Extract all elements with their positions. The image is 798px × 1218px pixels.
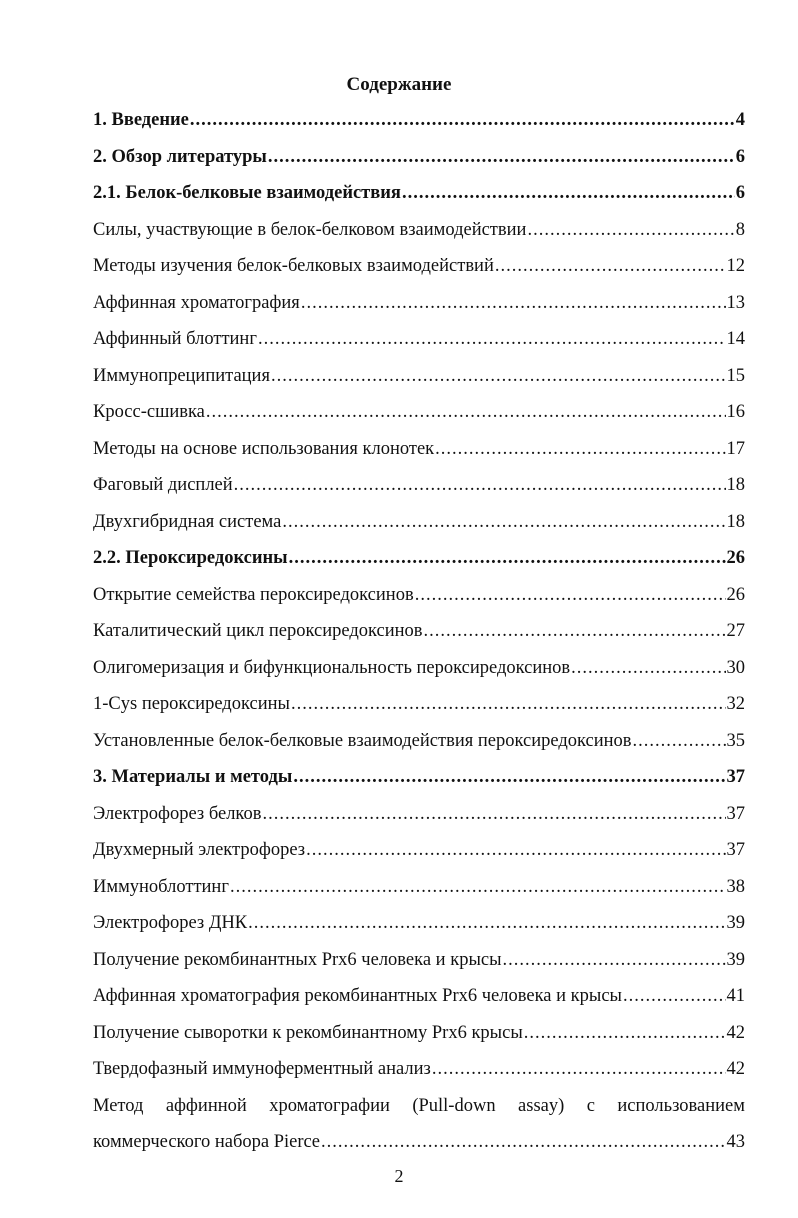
toc-entry[interactable] xyxy=(93,329,745,366)
toc-entry-label: коммерческого набора Pierce xyxy=(93,1132,320,1152)
toc-entry-page: 42 xyxy=(726,1022,745,1043)
toc-entry-page: 18 xyxy=(726,475,745,495)
toc-entry-page: 27 xyxy=(726,621,745,641)
toc-entry-page: 14 xyxy=(726,329,745,349)
toc-entry[interactable] xyxy=(93,658,745,695)
toc-entry-page: 41 xyxy=(726,986,745,1006)
toc-entry[interactable] xyxy=(93,183,745,220)
leader-dots xyxy=(190,110,735,131)
toc-entry-page: 37 xyxy=(726,803,745,824)
toc-entry-label: Электрофорез ДНК xyxy=(93,913,248,933)
toc-entry[interactable] xyxy=(93,256,745,293)
toc-entry[interactable] xyxy=(93,585,745,622)
toc-entry-label: 2.2. Пероксиредоксины xyxy=(93,548,288,568)
toc-entry-label: Иммуноблоттинг xyxy=(93,876,229,897)
toc-entry-label: 1-Cys пероксиредоксины xyxy=(93,694,290,714)
toc-entry[interactable] xyxy=(93,913,745,950)
toc-entry[interactable] xyxy=(93,293,745,330)
toc-entry-word: аффинной xyxy=(165,1095,247,1116)
toc-entry-label: Методы изучения белок-белковых взаимодействий xyxy=(93,256,494,276)
leader-dots xyxy=(234,475,726,496)
toc-entry[interactable] xyxy=(93,804,745,841)
toc-entry-page: 8 xyxy=(735,219,745,240)
toc-entry-word: Метод xyxy=(93,1095,144,1116)
toc-entry-page: 39 xyxy=(726,949,745,970)
toc-entry-page: 42 xyxy=(726,1059,745,1079)
leader-dots xyxy=(262,804,725,825)
toc-entry-word: использованием xyxy=(617,1095,745,1116)
leader-dots xyxy=(301,293,726,314)
toc-entry-page: 39 xyxy=(726,913,745,933)
toc-entry-page: 4 xyxy=(735,110,745,130)
toc-entry-page: 32 xyxy=(726,694,745,714)
toc-entry[interactable] xyxy=(93,402,745,439)
toc-entry-label: 3. Материалы и методы xyxy=(93,767,293,787)
leader-dots xyxy=(293,767,725,788)
toc-entry[interactable] xyxy=(93,1059,745,1096)
toc-entry[interactable] xyxy=(93,950,745,987)
toc-entry-page: 38 xyxy=(726,876,745,897)
toc-entry-page: 6 xyxy=(735,146,745,167)
leader-dots xyxy=(271,366,726,387)
toc-entry[interactable] xyxy=(93,439,745,476)
leader-dots xyxy=(503,950,726,971)
toc-entry-page: 26 xyxy=(726,584,745,605)
toc-entry[interactable] xyxy=(93,840,745,877)
toc-entry-page: 30 xyxy=(726,657,745,678)
toc-entry[interactable] xyxy=(93,621,745,658)
toc-entry[interactable] xyxy=(93,147,745,184)
leader-dots xyxy=(527,220,734,241)
toc-entry[interactable] xyxy=(93,366,745,403)
page-number: 2 xyxy=(394,1166,404,1186)
leader-dots xyxy=(289,548,726,569)
toc-entry[interactable] xyxy=(93,110,745,147)
toc-entry[interactable] xyxy=(93,1023,745,1060)
toc-entry-label: Методы на основе использования клонотек xyxy=(93,438,435,459)
leader-dots xyxy=(633,731,726,752)
leader-dots xyxy=(402,183,735,204)
leader-dots xyxy=(524,1023,726,1044)
toc-entry-page: 6 xyxy=(735,183,745,203)
leader-dots xyxy=(258,329,726,350)
toc-entry-label: Иммунопреципитация xyxy=(93,365,270,386)
toc-entry-label: Кросс-сшивка xyxy=(93,402,205,422)
toc-entry[interactable] xyxy=(93,475,745,512)
toc-entry[interactable] xyxy=(93,767,745,804)
leader-dots xyxy=(248,913,725,934)
toc-entry-line2 xyxy=(93,1132,745,1169)
leader-dots xyxy=(435,439,725,460)
leader-dots xyxy=(432,1059,726,1080)
toc-entry-label: 2. Обзор литературы xyxy=(93,146,267,167)
toc-entry-page: 37 xyxy=(726,767,745,787)
leader-dots xyxy=(268,147,735,168)
toc-entry-label: Аффинный блоттинг xyxy=(93,329,257,349)
toc-entry-label: Аффинная хроматография рекомбинантных Prx6 человека и крысы xyxy=(93,986,622,1006)
toc-entry-page: 37 xyxy=(726,840,745,860)
toc-entry-label: Каталитический цикл пероксиредоксинов xyxy=(93,621,423,641)
leader-dots xyxy=(424,621,726,642)
leader-dots xyxy=(306,840,725,861)
toc-entry-page: 18 xyxy=(726,511,745,532)
toc-entry-label: 1. Введение xyxy=(93,110,189,130)
toc-entry-page: 17 xyxy=(726,438,745,459)
leader-dots xyxy=(495,256,726,277)
toc-entry[interactable] xyxy=(93,220,745,257)
toc-entry-word: assay) xyxy=(518,1095,565,1116)
toc-entry-page: 43 xyxy=(726,1132,745,1152)
toc-entry-word: (Pull-down xyxy=(412,1095,496,1116)
leader-dots xyxy=(206,402,726,423)
toc-entry-label: Получение рекомбинантных Prx6 человека и крысы xyxy=(93,949,502,970)
toc-entry-line1 xyxy=(93,1096,745,1133)
toc-entry[interactable] xyxy=(93,731,745,768)
toc-entry-label: Олигомеризация и бифункциональность пероксиредоксинов xyxy=(93,657,571,678)
toc-entry-label: Открытие семейства пероксиредоксинов xyxy=(93,584,414,605)
toc-entry[interactable] xyxy=(93,548,745,585)
toc-entry-label: Электрофорез белков xyxy=(93,803,262,824)
toc-entry-label: Двухгибридная система xyxy=(93,511,282,532)
toc-entry-label: Силы, участвующие в белок-белковом взаимодействии xyxy=(93,219,527,240)
toc-entry-label: Твердофазный иммуноферментный анализ xyxy=(93,1059,431,1079)
leader-dots xyxy=(230,877,726,898)
leader-dots xyxy=(282,512,725,533)
table-of-contents xyxy=(93,110,745,1169)
toc-entry-label: Аффинная хроматография xyxy=(93,292,300,313)
toc-entry-page: 12 xyxy=(726,256,745,276)
toc-entry[interactable] xyxy=(93,694,745,731)
toc-entry-page: 35 xyxy=(726,730,745,751)
toc-heading: Содержание xyxy=(346,74,452,95)
toc-entry-label: Двухмерный электрофорез xyxy=(93,840,306,860)
toc-entry-word: с xyxy=(586,1095,595,1116)
leader-dots xyxy=(415,585,726,606)
leader-dots xyxy=(571,658,725,679)
leader-dots xyxy=(291,694,726,715)
toc-entry-page: 13 xyxy=(726,292,745,313)
toc-entry-label: Фаговый дисплей xyxy=(93,475,233,495)
toc-entry-label: Получение сыворотки к рекомбинантному Prx6 крысы xyxy=(93,1022,523,1043)
toc-entry-page: 16 xyxy=(726,402,745,422)
toc-entry-page: 26 xyxy=(726,548,745,568)
toc-entry[interactable] xyxy=(93,512,745,549)
toc-entry-page: 15 xyxy=(726,365,745,386)
toc-entry-label: 2.1. Белок-белковые взаимодействия xyxy=(93,183,401,203)
toc-entry-word: хроматографии xyxy=(269,1095,390,1116)
toc-entry[interactable] xyxy=(93,877,745,914)
toc-entry-label: Установленные белок-белковые взаимодействия пероксиредоксинов xyxy=(93,730,632,751)
toc-entry[interactable] xyxy=(93,986,745,1023)
toc-entry-multiline[interactable] xyxy=(93,1096,745,1169)
leader-dots xyxy=(623,986,726,1007)
leader-dots xyxy=(321,1132,726,1153)
